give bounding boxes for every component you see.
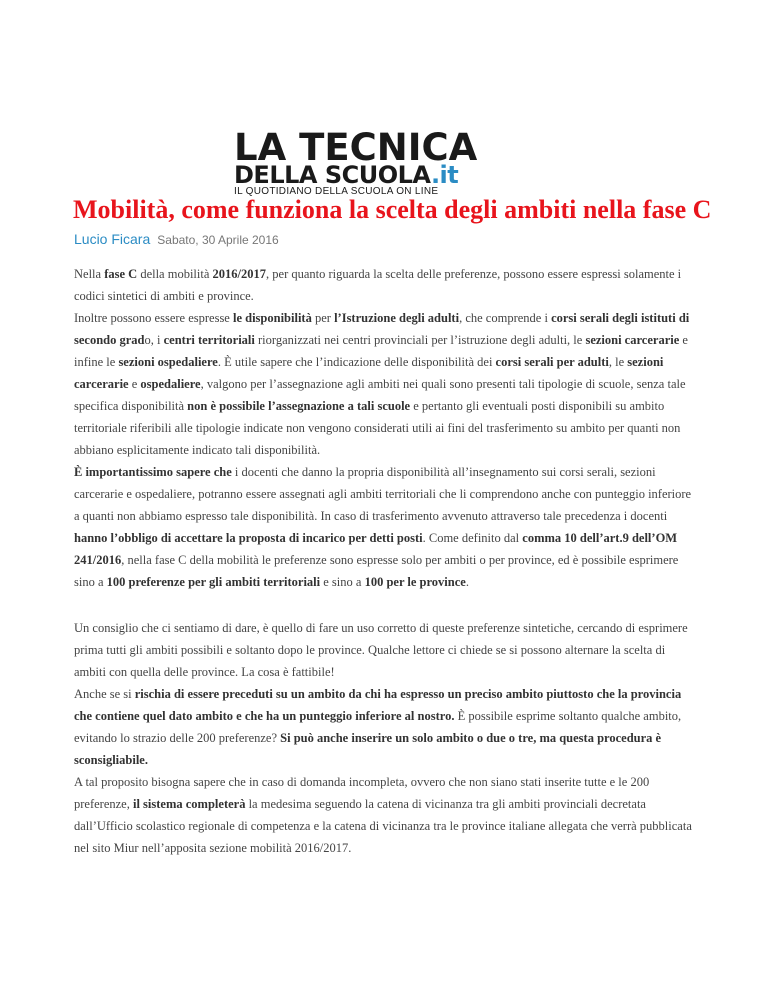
- article-title: Mobilità, come funziona la scelta degli ambiti nella fase C: [73, 195, 712, 224]
- text-run: e sino a: [320, 575, 365, 589]
- text-run: . È utile sapere che l’indicazione delle disponibilità dei: [217, 355, 496, 369]
- text-run: , valgono per l’assegnazione agli ambiti nei quali sono presenti tali tipologie di scuole, senza tale specifica disponibilità: [74, 377, 686, 413]
- bold-text: 2016/2017: [212, 267, 267, 281]
- logo-line1: LA TECNICA: [234, 126, 478, 169]
- text-run: i docenti che danno la propria disponibilità all’insegnamento sui corsi serali, sezioni carcerarie e ospedaliere, potranno essere assegnati agli ambiti territoriali che li comprendono anche con punteggio inferiore a quanti non abbiamo espresso tale disponibilità. In caso di trasferimento avvenuto attraverso tale precedenza i docenti: [74, 465, 692, 523]
- bold-text: rischia di essere preceduti su un ambito da chi ha espresso un preciso ambito piuttosto che la provincia che contiene quel dato ambito e che ha un punteggio inferiore al nostro.: [74, 687, 682, 723]
- publish-date: Sabato, 30 Aprile 2016: [157, 233, 279, 247]
- text-run: , nella fase C della mobilità le preferenze sono espresse solo per ambiti o per province, ed è possibile esprimere sino a: [74, 553, 679, 589]
- text-run: per: [311, 311, 335, 325]
- text-run: .: [465, 575, 469, 589]
- bold-text: l’Istruzione degli adulti: [334, 311, 460, 325]
- text-run: Un consiglio che ci sentiamo di dare, è quello di fare un uso corretto di queste preferenze sintetiche, cercando di esprimere prima tutti gli ambiti possibili e soltanto dopo le province. Qualche lettore ci chiede se si possono alternare la scelta di ambiti con quella delle province. La cosa è fattibile!: [74, 621, 688, 679]
- bold-text: comma 10 dell’art.9 dell’OM 241/2016: [74, 531, 678, 567]
- bold-text: ospedaliere: [140, 377, 201, 391]
- bold-text: il sistema completerà: [132, 797, 246, 811]
- text-run: . Come definito dal: [422, 531, 523, 545]
- bold-text: sezioni carcerarie: [585, 333, 680, 347]
- text-run: la medesima seguendo la catena di vicinanza tra gli ambiti provinciali decretata dall’Ufficio scolastico regionale di competenza e la catena di vicinanza tra le province italiane allegata che verrà pubblicata nel sito Miur nell’apposita sezione mobilità 2016/2017.: [74, 797, 692, 855]
- paragraph: [74, 307, 698, 461]
- logo-line2: [234, 161, 534, 189]
- bold-text: fase C: [104, 267, 138, 281]
- paragraph: [74, 771, 698, 859]
- bold-text: hanno l’obbligo di accettare la proposta di incarico per detti posti: [74, 531, 423, 545]
- text-run: È possibile esprime soltanto qualche ambito, evitando lo strazio delle 200 preferenze?: [74, 709, 682, 745]
- paragraph: [74, 683, 698, 771]
- text-run: e pertanto gli eventuali posti disponibili su ambito territoriale riferibili alle tipologie indicate non vengono considerati utili ai fini del trasferimento su ambito per quanti non abbiano esplicitamente indicato tali disponibilità.: [74, 399, 681, 457]
- article-body: [74, 263, 698, 859]
- bold-text: le disponibilità: [232, 311, 312, 325]
- logo-line2-suffix: .it: [430, 161, 459, 189]
- text-run: della mobilità: [137, 267, 213, 281]
- bold-text: 100 per le province: [364, 575, 466, 589]
- bold-text: 100 preferenze per gli ambiti territoriali: [106, 575, 321, 589]
- text-run: , che comprende i: [459, 311, 552, 325]
- bold-text: sezioni ospedaliere: [118, 355, 218, 369]
- text-run: riorganizzati nei centri provinciali per l’istruzione degli adulti, le: [254, 333, 586, 347]
- text-run: , le: [608, 355, 628, 369]
- bold-text: sezioni carcerarie: [74, 355, 664, 391]
- paragraph: [74, 617, 698, 683]
- text-run: Anche se si: [74, 687, 135, 701]
- text-run: A tal proposito bisogna sapere che in caso di domanda incompleta, ovvero che non siano stati inserite tutte e le 200 preferenze,: [74, 775, 650, 811]
- byline: [74, 231, 279, 249]
- text-run: e infine le: [74, 333, 688, 369]
- site-logo[interactable]: [234, 126, 534, 198]
- bold-text: non è possibile l’assegnazione a tali scuole: [187, 399, 411, 413]
- paragraph: [74, 461, 698, 593]
- logo-tagline: IL QUOTIDIANO DELLA SCUOLA ON LINE: [234, 186, 439, 197]
- logo-line2-main: DELLA SCUOLA: [234, 161, 431, 189]
- text-run: e: [128, 377, 141, 391]
- bold-text: È importantissimo sapere che: [74, 465, 232, 479]
- text-run: Inoltre possono essere espresse: [74, 311, 233, 325]
- bold-text: centri territoriali: [163, 333, 255, 347]
- text-run: o, i: [144, 333, 164, 347]
- bold-text: Si può anche inserire un solo ambito o due o tre, ma questa procedura è sconsigliabile.: [74, 731, 662, 767]
- text-run: Nella: [74, 267, 105, 281]
- bold-text: corsi serali per adulti: [495, 355, 609, 369]
- text-run: , per quanto riguarda la scelta delle preferenze, possono essere espressi solamente i codici sintetici di ambiti e province.: [74, 267, 682, 303]
- author-link[interactable]: Lucio Ficara: [74, 231, 151, 247]
- bold-text: corsi serali degli istituti di secondo grad: [74, 311, 690, 347]
- paragraph: [74, 263, 698, 307]
